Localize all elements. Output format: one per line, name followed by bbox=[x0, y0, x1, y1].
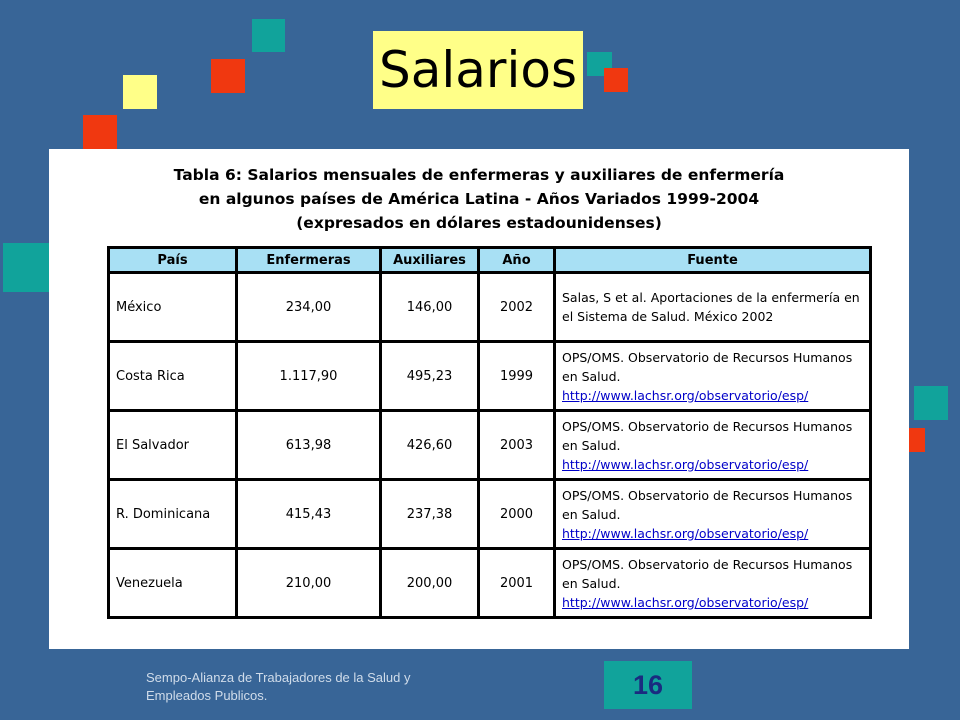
cell-auxiliaries: 200,00 bbox=[381, 549, 479, 618]
cell-auxiliaries: 426,60 bbox=[381, 411, 479, 480]
slide-title bbox=[373, 31, 583, 109]
decor-square-orange bbox=[909, 428, 925, 452]
cell-country: Costa Rica bbox=[109, 342, 237, 411]
decor-square-teal bbox=[3, 243, 49, 292]
header-country: País bbox=[109, 248, 237, 273]
table-row bbox=[109, 549, 871, 618]
cell-year: 2002 bbox=[479, 273, 555, 342]
cell-year: 2000 bbox=[479, 480, 555, 549]
table-caption-line: en algunos países de América Latina - Años Variados 1999-2004 bbox=[198, 190, 760, 208]
table-caption-line: Tabla 6: Salarios mensuales de enfermeras y auxiliares de enfermería bbox=[173, 166, 785, 184]
cell-source bbox=[555, 480, 871, 549]
decor-square-orange bbox=[83, 115, 117, 149]
table-caption bbox=[49, 163, 909, 235]
cell-country: Venezuela bbox=[109, 549, 237, 618]
cell-nurses: 234,00 bbox=[237, 273, 381, 342]
source-link[interactable]: http://www.lachsr.org/observatorio/esp/ bbox=[562, 387, 809, 403]
table-row bbox=[109, 273, 871, 342]
cell-nurses: 415,43 bbox=[237, 480, 381, 549]
cell-country: R. Dominicana bbox=[109, 480, 237, 549]
header-source: Fuente bbox=[555, 248, 871, 273]
salary-table-panel bbox=[49, 149, 909, 649]
cell-year: 2003 bbox=[479, 411, 555, 480]
cell-nurses: 1.117,90 bbox=[237, 342, 381, 411]
header-year: Año bbox=[479, 248, 555, 273]
cell-year: 1999 bbox=[479, 342, 555, 411]
decor-square-teal bbox=[252, 19, 285, 52]
cell-auxiliaries: 495,23 bbox=[381, 342, 479, 411]
table-row bbox=[109, 480, 871, 549]
cell-nurses: 210,00 bbox=[237, 549, 381, 618]
decor-square-orange bbox=[211, 59, 245, 93]
source-text: OPS/OMS. Observatorio de Recursos Humanos en Salud. bbox=[562, 487, 853, 522]
table-row bbox=[109, 342, 871, 411]
footer-organization: Sempo-Alianza de Trabajadores de la Salud y Empleados Publicos. bbox=[146, 670, 411, 703]
slide-title-text: Salarios bbox=[379, 41, 577, 99]
source-link[interactable]: http://www.lachsr.org/observatorio/esp/ bbox=[562, 594, 809, 610]
table-header-row bbox=[109, 248, 871, 273]
cell-auxiliaries: 237,38 bbox=[381, 480, 479, 549]
source-text: Salas, S et al. Aportaciones de la enfermería en el Sistema de Salud. México 2002 bbox=[562, 290, 860, 324]
cell-year: 2001 bbox=[479, 549, 555, 618]
salary-table bbox=[107, 246, 872, 619]
header-auxiliaries: Auxiliares bbox=[381, 248, 479, 273]
source-link[interactable]: http://www.lachsr.org/observatorio/esp/ bbox=[562, 456, 809, 472]
cell-nurses: 613,98 bbox=[237, 411, 381, 480]
cell-source bbox=[555, 273, 871, 342]
cell-country: México bbox=[109, 273, 237, 342]
cell-auxiliaries: 146,00 bbox=[381, 273, 479, 342]
cell-country: El Salvador bbox=[109, 411, 237, 480]
source-text: OPS/OMS. Observatorio de Recursos Humanos en Salud. bbox=[562, 556, 853, 591]
table-caption-line: (expresados en dólares estadounidenses) bbox=[296, 214, 662, 232]
cell-source bbox=[555, 411, 871, 480]
table-row bbox=[109, 411, 871, 480]
page-number: 16 bbox=[632, 669, 664, 700]
decor-square-orange bbox=[604, 68, 628, 92]
decor-square-teal bbox=[914, 386, 948, 420]
page-number-badge bbox=[604, 661, 692, 709]
source-text: OPS/OMS. Observatorio de Recursos Humanos en Salud. bbox=[562, 418, 853, 453]
header-nurses: Enfermeras bbox=[237, 248, 381, 273]
source-text: OPS/OMS. Observatorio de Recursos Humanos en Salud. bbox=[562, 349, 853, 384]
cell-source bbox=[555, 549, 871, 618]
decor-square-yellow bbox=[123, 75, 157, 109]
source-link[interactable]: http://www.lachsr.org/observatorio/esp/ bbox=[562, 525, 809, 541]
cell-source bbox=[555, 342, 871, 411]
